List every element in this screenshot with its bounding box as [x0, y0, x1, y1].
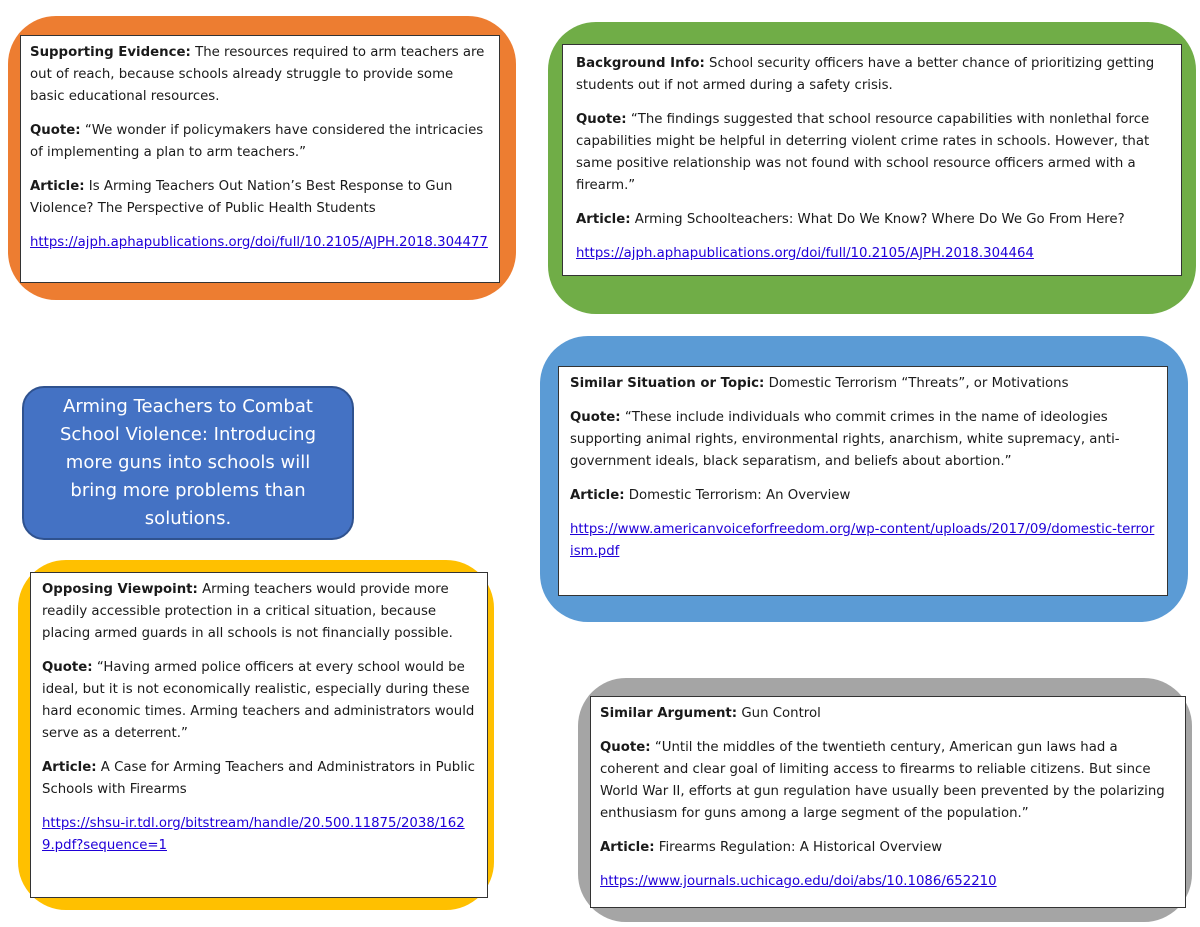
similar-argument-article: Article: Firearms Regulation: A Historical Overview — [600, 840, 943, 855]
supporting-article-link[interactable]: https://ajph.aphapublications.org/doi/full/10.2105/AJPH.2018.304477 — [30, 235, 488, 250]
similar-situation-article-link[interactable]: https://www.americanvoiceforfreedom.org/wp-content/uploads/2017/09/domestic-terrorism.pdf — [570, 522, 1155, 559]
background-info-card — [562, 44, 1182, 276]
opposing-quote: Quote: “Having armed police officers at every school would be ideal, but it is not economically realistic, especially during these hard economic times. Arming teachers and administrators would serve as a deterrent.” — [42, 660, 475, 741]
opposing-article: Article: A Case for Arming Teachers and Administrators in Public Schools with Firearms — [42, 760, 475, 797]
opposing-viewpoint-card — [30, 572, 488, 898]
central-thesis-title: Arming Teachers to Combat School Violence: Introducing more guns into schools will bring more problems than solutions. — [59, 396, 316, 529]
background-article: Article: Arming Schoolteachers: What Do We Know? Where Do We Go From Here? — [576, 212, 1125, 227]
background-info-text: Background Info: School security officers have a better chance of prioritizing getting students out if not armed during a safety crisis. — [576, 56, 1155, 93]
similar-situation-article: Article: Domestic Terrorism: An Overview — [570, 488, 851, 503]
supporting-quote: Quote: “We wonder if policymakers have considered the intricacies of implementing a plan to arm teachers.” — [30, 123, 484, 160]
background-article-link[interactable]: https://ajph.aphapublications.org/doi/full/10.2105/AJPH.2018.304464 — [576, 246, 1034, 261]
similar-argument-card — [590, 696, 1186, 908]
background-quote: Quote: “The findings suggested that school resource capabilities with nonlethal force capabilities might be helpful in deterring violent crime rates in schools. However, that same positive relationship was not found with school resource officers armed with a firearm.” — [576, 112, 1150, 193]
similar-situation-card — [558, 366, 1168, 596]
similar-argument-article-link[interactable]: https://www.journals.uchicago.edu/doi/abs/10.1086/652210 — [600, 874, 997, 889]
supporting-evidence-text: Supporting Evidence: The resources required to arm teachers are out of reach, because schools already struggle to provide some basic educational resources. — [30, 45, 485, 104]
supporting-article: Article: Is Arming Teachers Out Nation’s Best Response to Gun Violence? The Perspective of Public Health Students — [30, 179, 453, 216]
similar-situation-text: Similar Situation or Topic: Domestic Terrorism “Threats”, or Motivations — [570, 376, 1069, 391]
central-thesis-box — [22, 386, 354, 540]
similar-situation-quote: Quote: “These include individuals who commit crimes in the name of ideologies supporting animal rights, environmental rights, anarchism, white supremacy, anti-government ideals, black separatism, and beliefs about abortion.” — [570, 410, 1120, 469]
similar-argument-text: Similar Argument: Gun Control — [600, 706, 821, 721]
opposing-article-link[interactable]: https://shsu-ir.tdl.org/bitstream/handle/20.500.11875/2038/1629.pdf?sequence=1 — [42, 816, 465, 853]
opposing-viewpoint-text: Opposing Viewpoint: Arming teachers would provide more readily accessible protection in a critical situation, because placing armed guards in all schools is not financially possible. — [42, 582, 453, 641]
supporting-evidence-card — [20, 35, 500, 283]
similar-argument-quote: Quote: “Until the middles of the twentieth century, American gun laws had a coherent and clear goal of limiting access to firearms to reliable citizens. But since World War II, efforts at gun regulation have usually been prevented by the polarizing enthusiasm for guns among a large segment of the population.” — [600, 740, 1165, 821]
